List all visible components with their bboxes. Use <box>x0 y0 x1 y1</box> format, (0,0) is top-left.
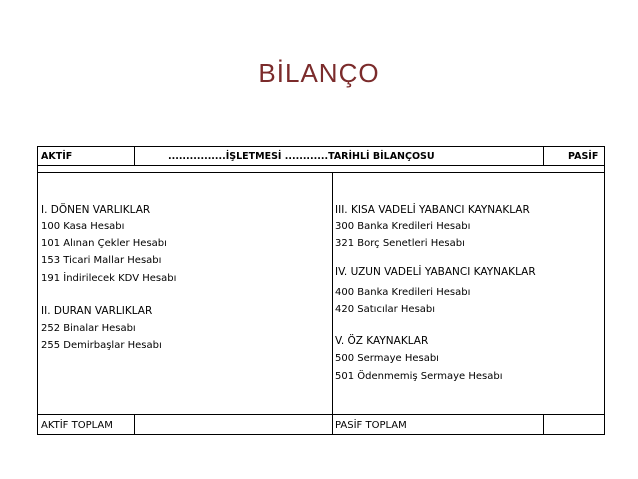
header-divider <box>38 165 604 166</box>
footer-left-divider <box>134 414 135 434</box>
asset-item: 153 Ticari Mallar Hesabı <box>41 255 162 266</box>
equity-heading: V. ÖZ KAYNAKLAR <box>335 335 429 347</box>
footer-right-divider <box>543 414 544 434</box>
liability-item: 300 Banka Kredileri Hesabı <box>335 221 471 232</box>
footer-aktif-toplam: AKTİF TOPLAM <box>41 420 113 431</box>
balance-sheet-table <box>37 146 605 435</box>
equity-item: 501 Ödenmemiş Sermaye Hesabı <box>335 371 503 382</box>
footer-pasif-toplam: PASİF TOPLAM <box>335 420 407 431</box>
header-left-divider <box>134 147 135 165</box>
liability-item: 321 Borç Senetleri Hesabı <box>335 238 465 249</box>
asset-item: 100 Kasa Hesabı <box>41 221 125 232</box>
equity-item: 500 Sermaye Hesabı <box>335 353 439 364</box>
header-aktif: AKTİF <box>41 151 73 162</box>
asset-item: 252 Binalar Hesabı <box>41 323 136 334</box>
asset-item: 191 İndirilecek KDV Hesabı <box>41 273 177 284</box>
slide-title: BİLANÇO <box>258 58 380 88</box>
fixed-assets-heading: II. DURAN VARLIKLAR <box>41 305 153 317</box>
short-term-liabilities-heading: III. KISA VADELİ YABANCI KAYNAKLAR <box>335 204 530 216</box>
asset-item: 255 Demirbaşlar Hesabı <box>41 340 162 351</box>
header-company-date: ................İŞLETMESİ ............TARİHLİ BİLANÇOSU <box>168 151 435 162</box>
current-assets-heading: I. DÖNEN VARLIKLAR <box>41 204 151 216</box>
header-right-divider <box>543 147 544 165</box>
header-bottom-rule <box>38 172 604 173</box>
center-divider <box>332 172 333 434</box>
asset-item: 101 Alınan Çekler Hesabı <box>41 238 167 249</box>
long-term-liabilities-heading: IV. UZUN VADELİ YABANCI KAYNAKLAR <box>335 266 536 278</box>
liability-item: 420 Satıcılar Hesabı <box>335 304 436 315</box>
footer-divider <box>38 414 604 415</box>
header-pasif: PASİF <box>568 151 599 162</box>
liability-item: 400 Banka Kredileri Hesabı <box>335 287 471 298</box>
